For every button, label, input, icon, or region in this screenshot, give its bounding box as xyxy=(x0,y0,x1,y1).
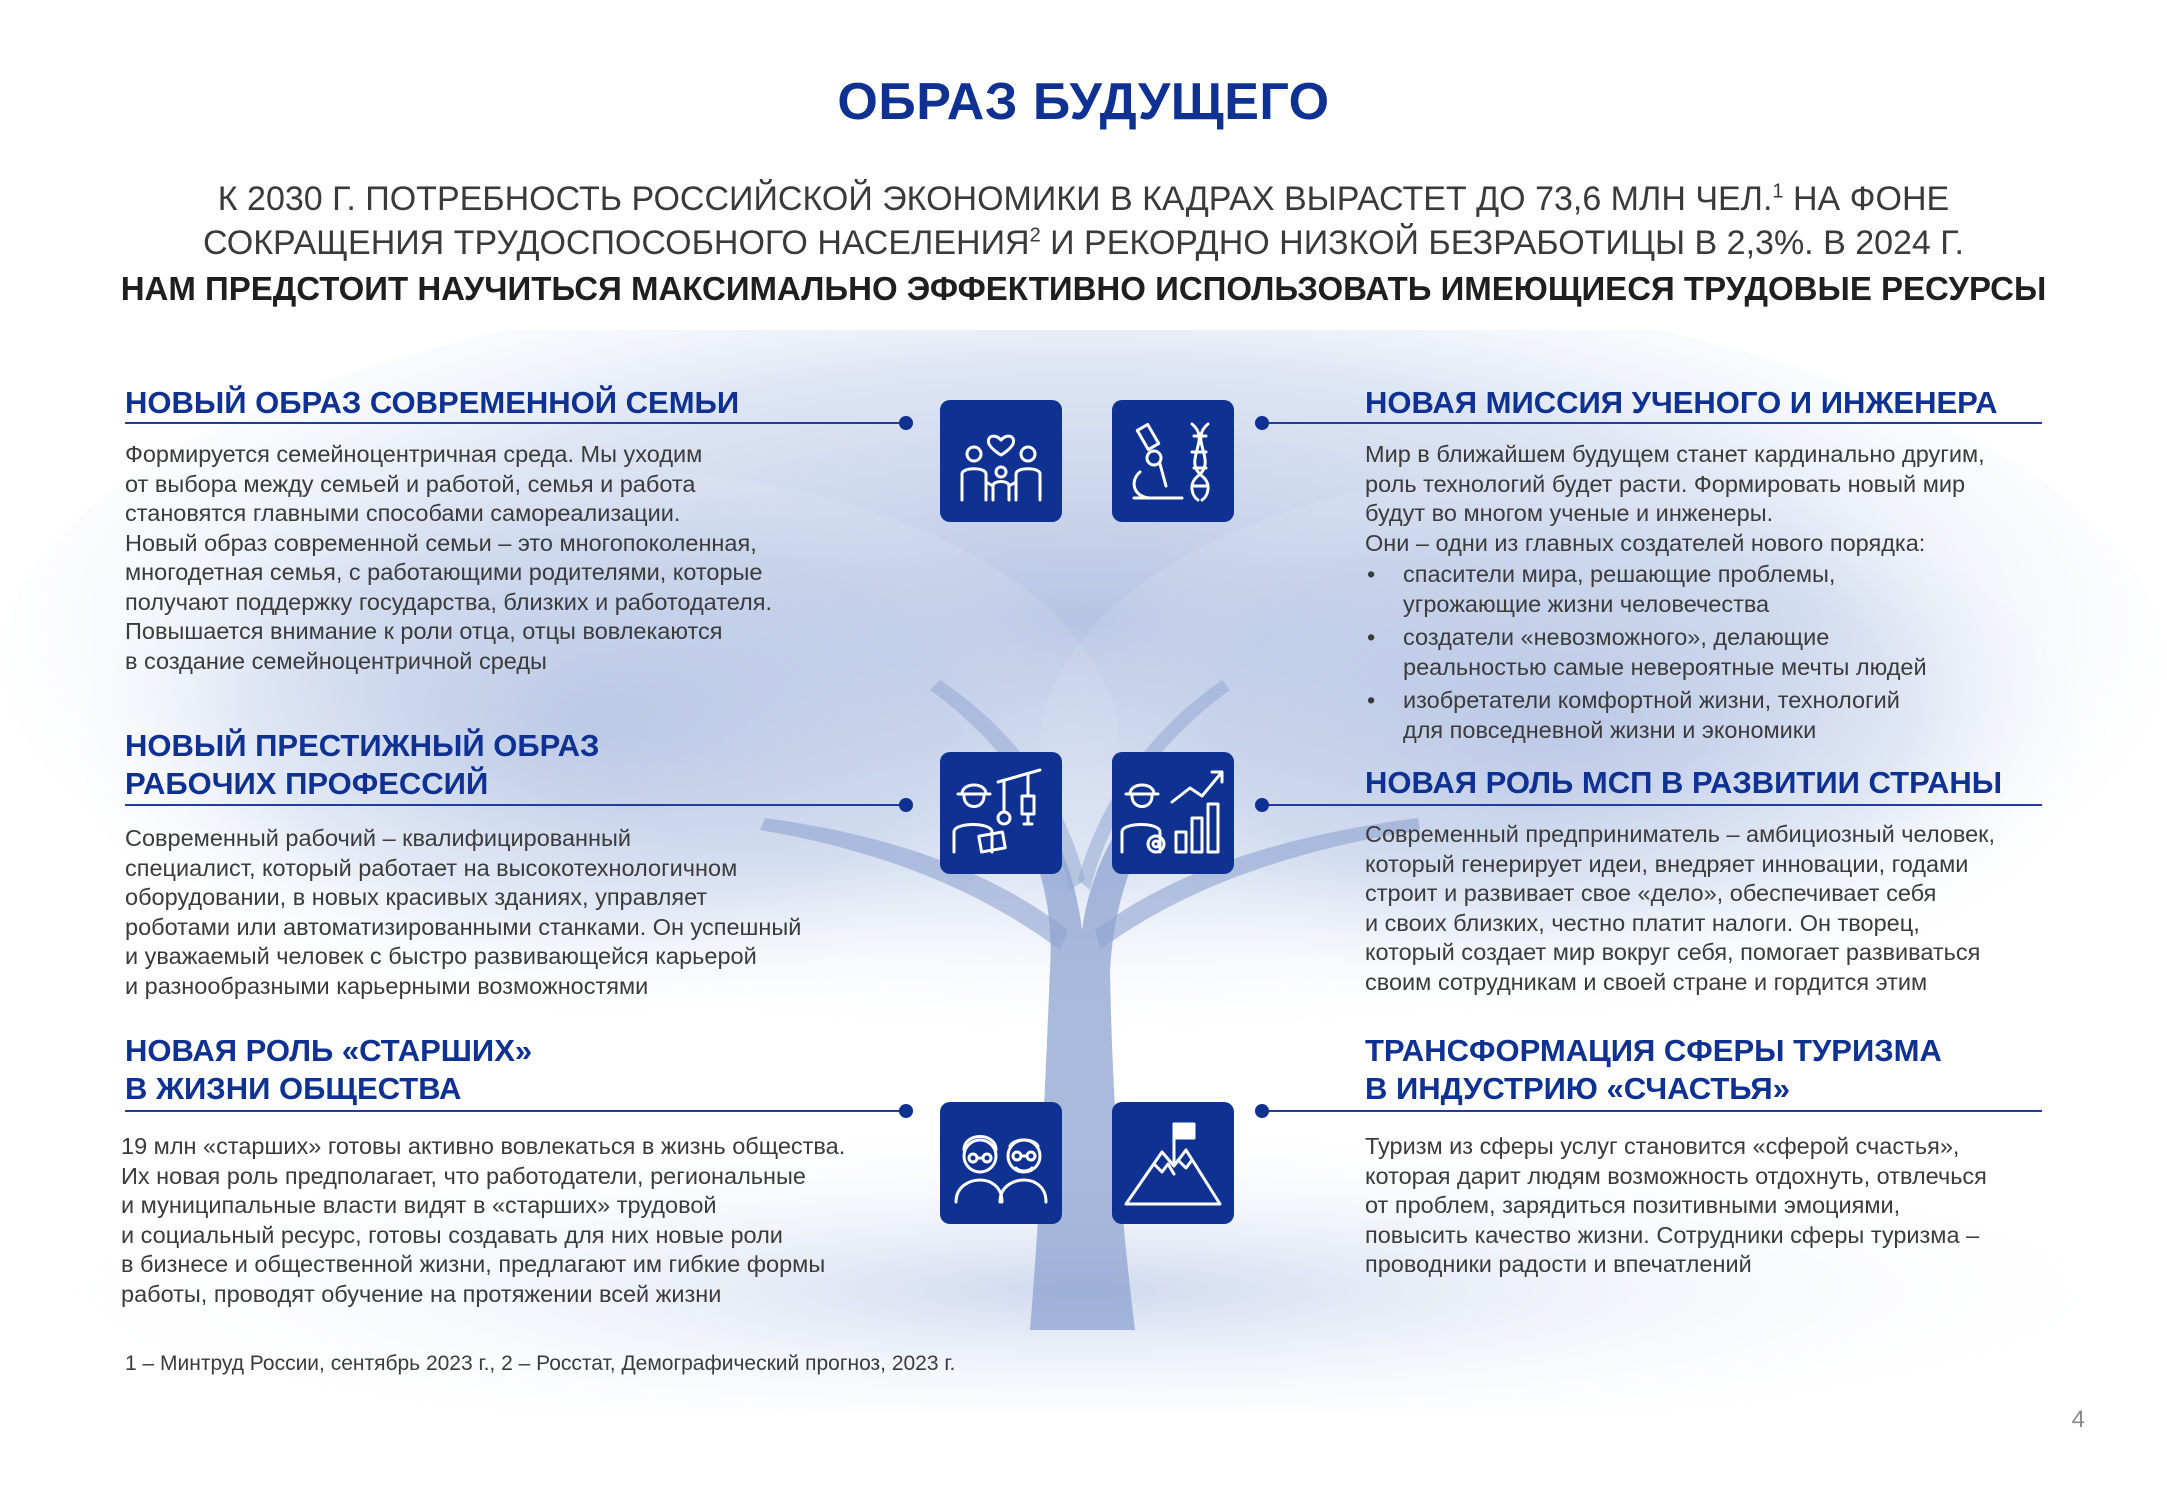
workers-connector-dot xyxy=(899,798,913,812)
elders-connector-dot xyxy=(899,1104,913,1118)
family-section-text: Формируется семейноцентричная среда. Мы уходим от выбора между семьей и работой, семья и работа становятся главными способами самореализации. Новый образ современной семьи – это многопоколенная, многодетная семья, с работающими родителями, которые получают поддержку государства, близких и работодателя. Повышается внимание к роли отца, отцы вовлекаются в создание семейноцентричной среды xyxy=(125,441,772,674)
mountain-flag-icon xyxy=(1112,1102,1234,1224)
science-bullet-item: • спасители мира, решающие проблемы, угрожающие жизни человечества xyxy=(1365,560,2085,619)
family-heart-icon xyxy=(940,400,1062,522)
sme-divider xyxy=(1262,804,2042,806)
science-section-text: Мир в ближайшем будущем станет кардинально другим, роль технологий будет расти. Формировать новый мир будут во многом ученые и инженеры. Они – одни из главных создателей нового порядка: xyxy=(1365,441,1985,556)
tourism-divider xyxy=(1262,1110,2042,1112)
elders-section-text: 19 млн «старших» готовы активно вовлекаться в жизнь общества. Их новая роль предполагает, что работодатели, региональные и муниципальные власти видят в «старших» трудовой и социальный ресурс, готовы создавать для них новые роли в бизнесе и общественной жизни, предлагают им гибкие формы работы, проводят обучение на протяжении всей жизни xyxy=(121,1133,846,1307)
elderly-couple-icon xyxy=(940,1102,1062,1224)
science-connector-dot xyxy=(1255,416,1269,430)
lead-line-1-text: К 2030 Г. ПОТРЕБНОСТЬ РОССИЙСКОЙ ЭКОНОМИКИ В КАДРАХ ВЫРАСТЕТ ДО 73,6 МЛН ЧЕЛ. xyxy=(217,180,1773,218)
science-bullet-list xyxy=(1365,560,2085,749)
footnote-sources: 1 – Минтруд России, сентябрь 2023 г., 2 – Росстат, Демографический прогноз, 2023 г. xyxy=(125,1352,956,1375)
family-divider xyxy=(125,422,905,424)
worker-machine-icon xyxy=(940,752,1062,874)
tourism-section-title: ТРАНСФОРМАЦИЯ СФЕРЫ ТУРИЗМА В ИНДУСТРИЮ «СЧАСТЬЯ» xyxy=(1365,1033,1942,1106)
science-bullet-item: • создатели «невозможного», делающие реальностью самые невероятные мечты людей xyxy=(1365,623,2085,682)
sme-section-title: НОВАЯ РОЛЬ МСП В РАЗВИТИИ СТРАНЫ xyxy=(1365,765,2003,800)
footnote-ref-1: 1 xyxy=(1772,180,1784,203)
lead-line-2 xyxy=(60,224,2107,263)
tourism-section-text: Туризм из сферы услуг становится «сферой счастья», которая дарит людям возможность отдохнуть, отвлечься от проблем, зарядиться позитивными эмоциями, повысить качество жизни. Сотрудники сферы туризма – проводники радости и впечатлений xyxy=(1365,1133,1987,1277)
workers-section-text: Современный рабочий – квалифицированный специалист, который работает на высокотехнологичном оборудовании, в новых красивых зданиях, управляет роботами или автоматизированными станками. Он успешный и уважаемый человек с быстро развивающейся карьерой и разнообразными карьерными возможностями xyxy=(125,825,802,999)
elders-section-title: НОВАЯ РОЛЬ «СТАРШИХ» В ЖИЗНИ ОБЩЕСТВА xyxy=(125,1033,533,1106)
workers-section-title: НОВЫЙ ПРЕСТИЖНЫЙ ОБРАЗ РАБОЧИХ ПРОФЕССИЙ xyxy=(125,728,600,801)
tourism-connector-dot xyxy=(1255,1104,1269,1118)
lead-line-2-end: И РЕКОРДНО НИЗКОЙ БЕЗРАБОТИЦЫ В 2,3%. В 2024 Г. xyxy=(1040,224,1964,262)
family-section-title: НОВЫЙ ОБРАЗ СОВРЕМЕННОЙ СЕМЬИ xyxy=(125,385,740,420)
lead-line-3: НАМ ПРЕДСТОИТ НАУЧИТЬСЯ МАКСИМАЛЬНО ЭФФЕКТИВНО ИСПОЛЬЗОВАТЬ ИМЕЮЩИЕСЯ ТРУДОВЫЕ РЕСУРСЫ xyxy=(120,270,2047,307)
family-connector-dot xyxy=(899,416,913,430)
science-section-title: НОВАЯ МИССИЯ УЧЕНОГО И ИНЖЕНЕРА xyxy=(1365,385,1998,420)
lead-line-1 xyxy=(60,180,2107,219)
science-bullet-item: • изобретатели комфортной жизни, технологий для повседневной жизни и экономики xyxy=(1365,686,2085,745)
science-divider xyxy=(1262,422,2042,424)
microscope-dna-icon xyxy=(1112,400,1234,522)
page-title: ОБРАЗ БУДУЩЕГО xyxy=(837,73,1330,131)
workers-divider xyxy=(125,804,905,806)
lead-line-2-text: СОКРАЩЕНИЯ ТРУДОСПОСОБНОГО НАСЕЛЕНИЯ xyxy=(203,224,1030,262)
page-number: 4 xyxy=(2071,1406,2085,1433)
footnote-ref-2: 2 xyxy=(1029,224,1041,247)
elders-divider xyxy=(125,1110,905,1112)
lead-line-1-end: НА ФОНЕ xyxy=(1783,180,1950,218)
entrepreneur-growth-icon xyxy=(1112,752,1234,874)
sme-connector-dot xyxy=(1255,798,1269,812)
sme-section-text: Современный предприниматель – амбициозный человек, который генерирует идеи, внедряет инновации, годами строит и развивает свое «дело», обеспечивает себя и своих близких, честно платит налоги. Он творец, который создает мир вокруг себя, помогает развиваться своим сотрудникам и своей стране и гордится этим xyxy=(1365,821,1995,995)
